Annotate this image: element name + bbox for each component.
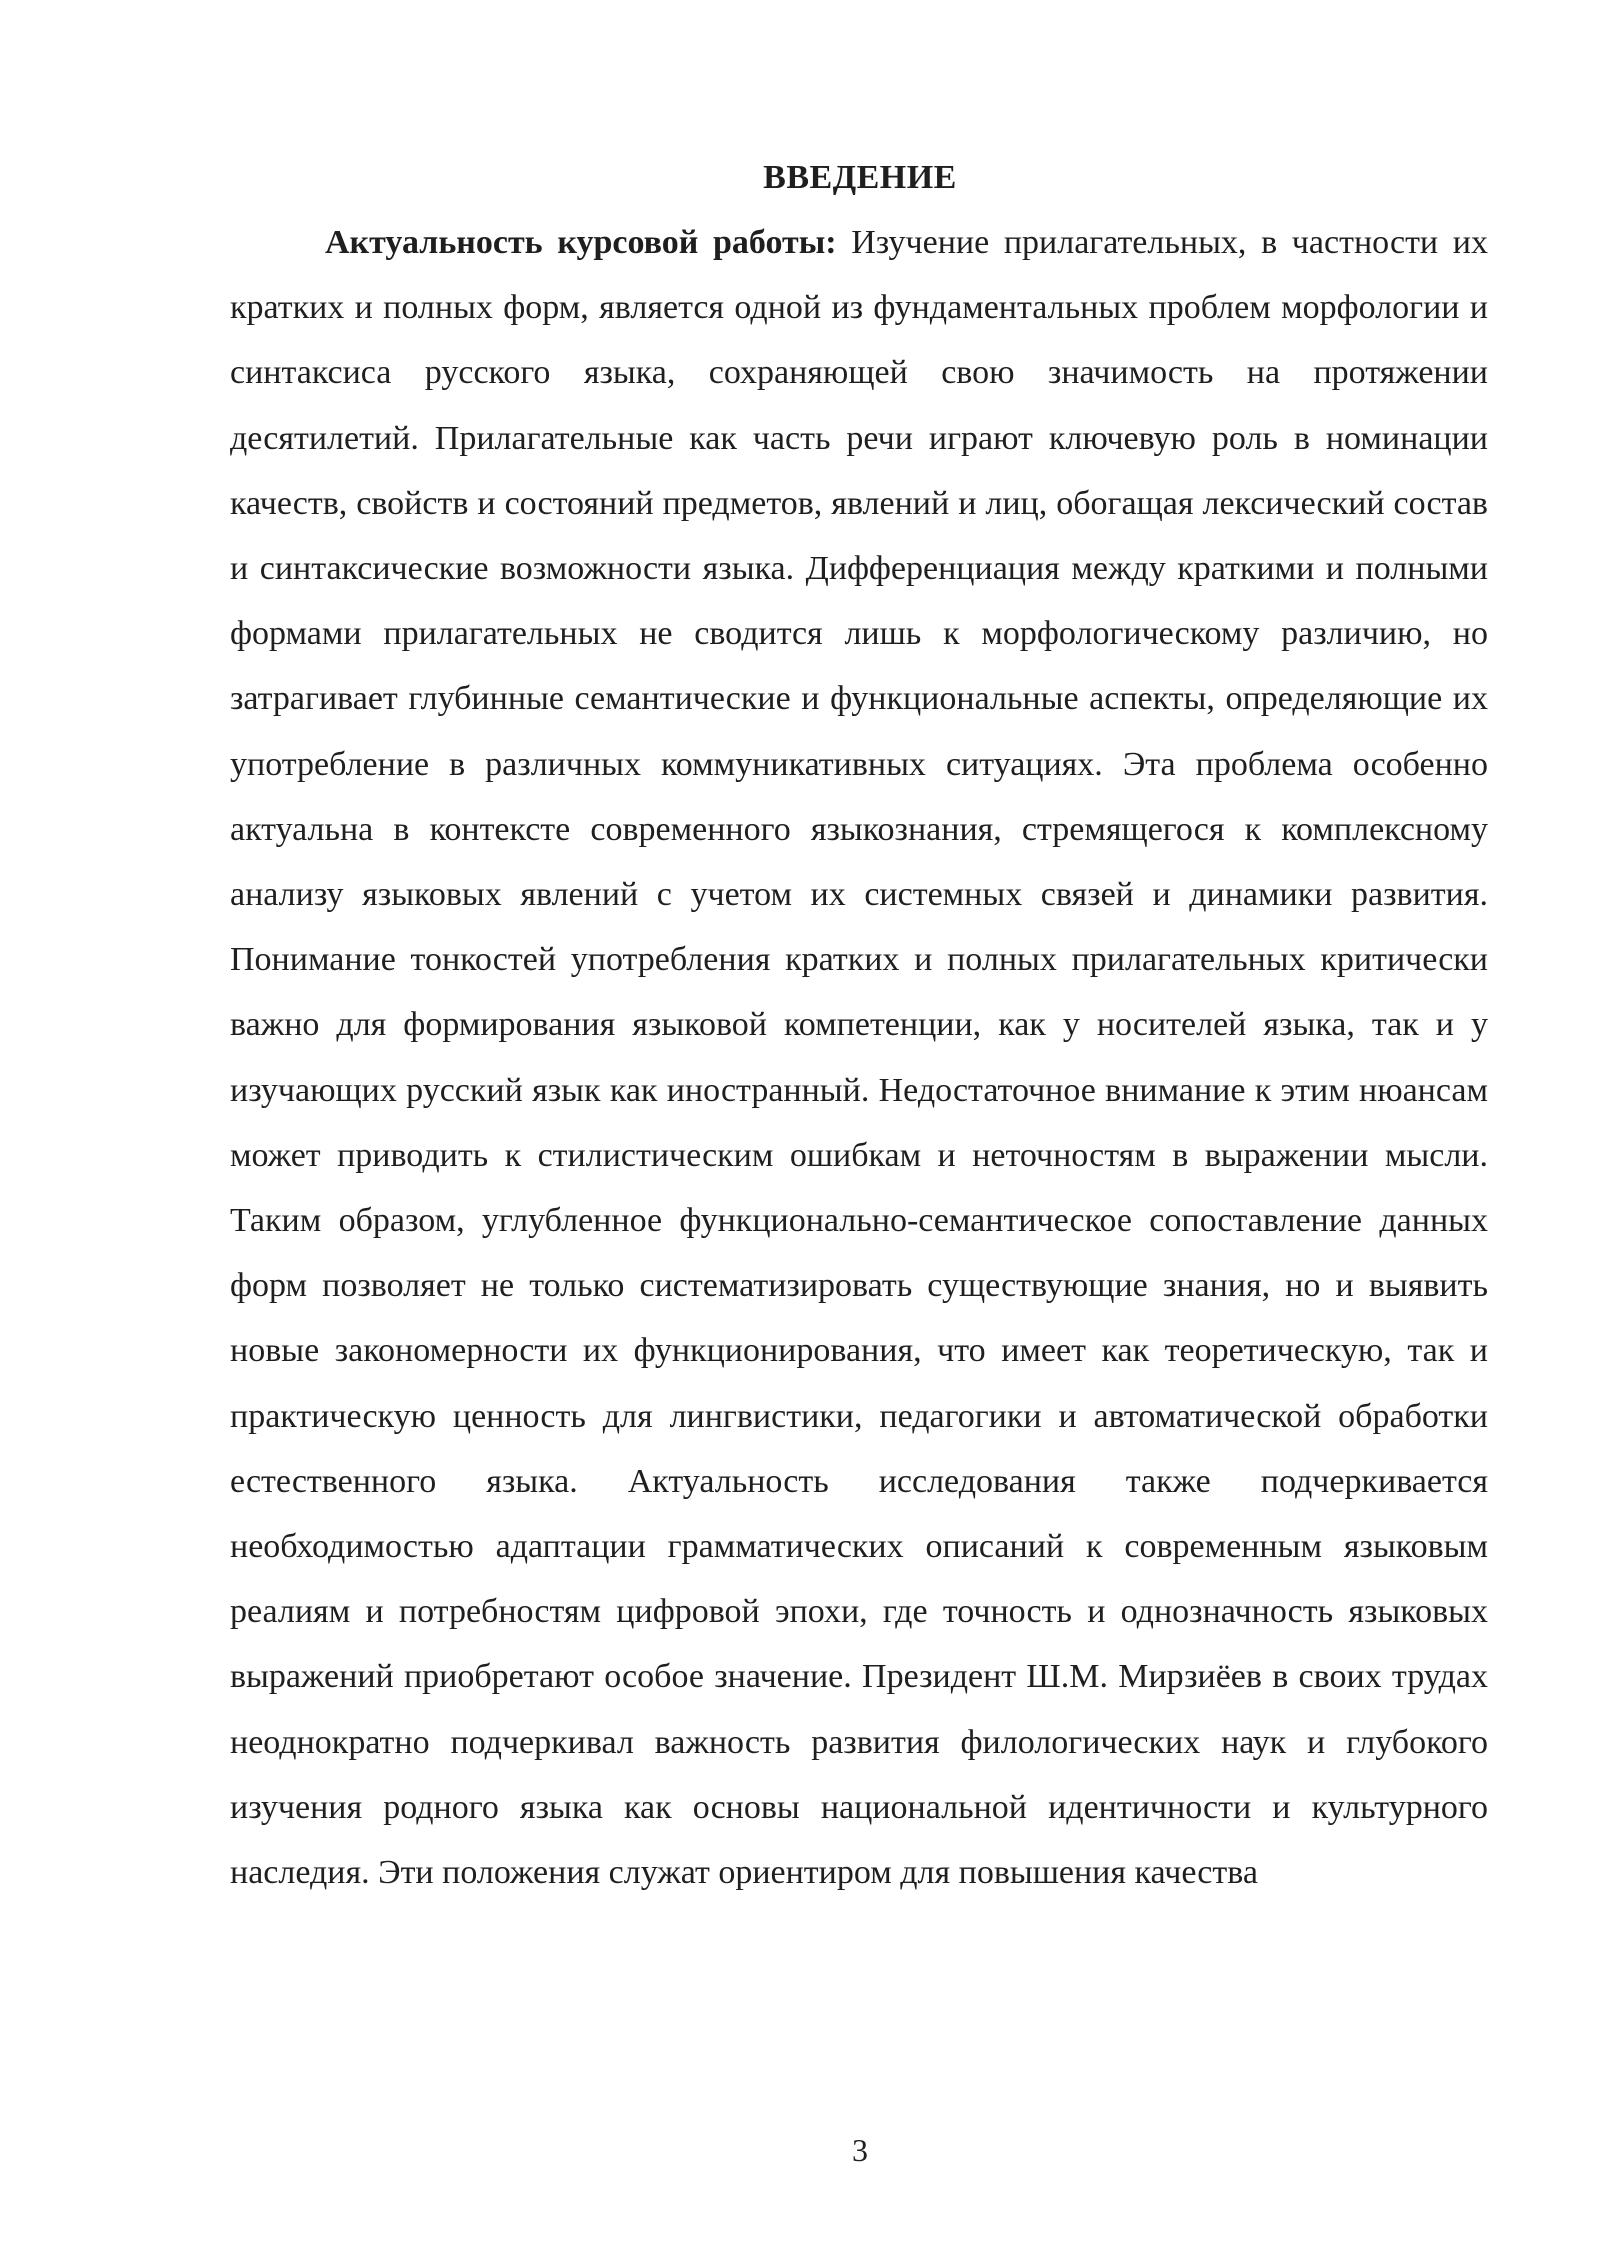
page-number: 3 [852,2132,868,2168]
body-paragraph [230,210,1488,1905]
section-label: Актуальность курсовой работы: [325,224,837,261]
paragraph-text: Изучение прилагательных, в частности их кратких и полных форм, является одной из фундаментальных проблем морфологии и синтаксиса русского языка, сохраняющей свою значимость на протяжении десятилетий. Прилагательные как часть речи играют ключевую роль в номинации качеств, свойств и состояний предметов, явлений и лиц, обогащая лексический состав и синтаксические возможности языка. Дифференциация между краткими и полными формами прилагательных не сводится лишь к морфологическому различию, но затрагивает глубинные семантические и функциональные аспекты, определяющие их употребление в различных коммуникативных ситуациях. Эта проблема особенно актуальна в контексте современного языкознания, стремящегося к комплексному анализу языковых явлений с учетом их системных связей и динамики развития. Понимание тонкостей употребления кратких и полных прилагательных критически важно для формирования языковой компетенции, как у носителей языка, так и у изучающих русский язык как иностранный. Недостаточное внимание к этим нюансам может приводить к стилистическим ошибкам и неточностям в выражении мысли. Таким образом, углубленное функционально-семантическое сопоставление данных форм позволяет не только систематизировать существующие знания, но и выявить новые закономерности их функционирования, что имеет как теоретическую, так и практическую ценность для лингвистики, педагогики и автоматической обработки естественного языка. Актуальность исследования также подчеркивается необходимостью адаптации грамматических описаний к современным языковым реалиям и потребностям цифровой эпохи, где точность и однозначность языковых выражений приобретают особое значение. Президент Ш.М. Мирзиёев в своих трудах неоднократно подчеркивал важность развития филологических наук и глубокого изучения родного языка как основы национальной идентичности и культурного наследия. Эти положения служат ориентиром для повышения качества [230,224,1488,1892]
page-title: ВВЕДЕНИЕ [763,159,957,196]
